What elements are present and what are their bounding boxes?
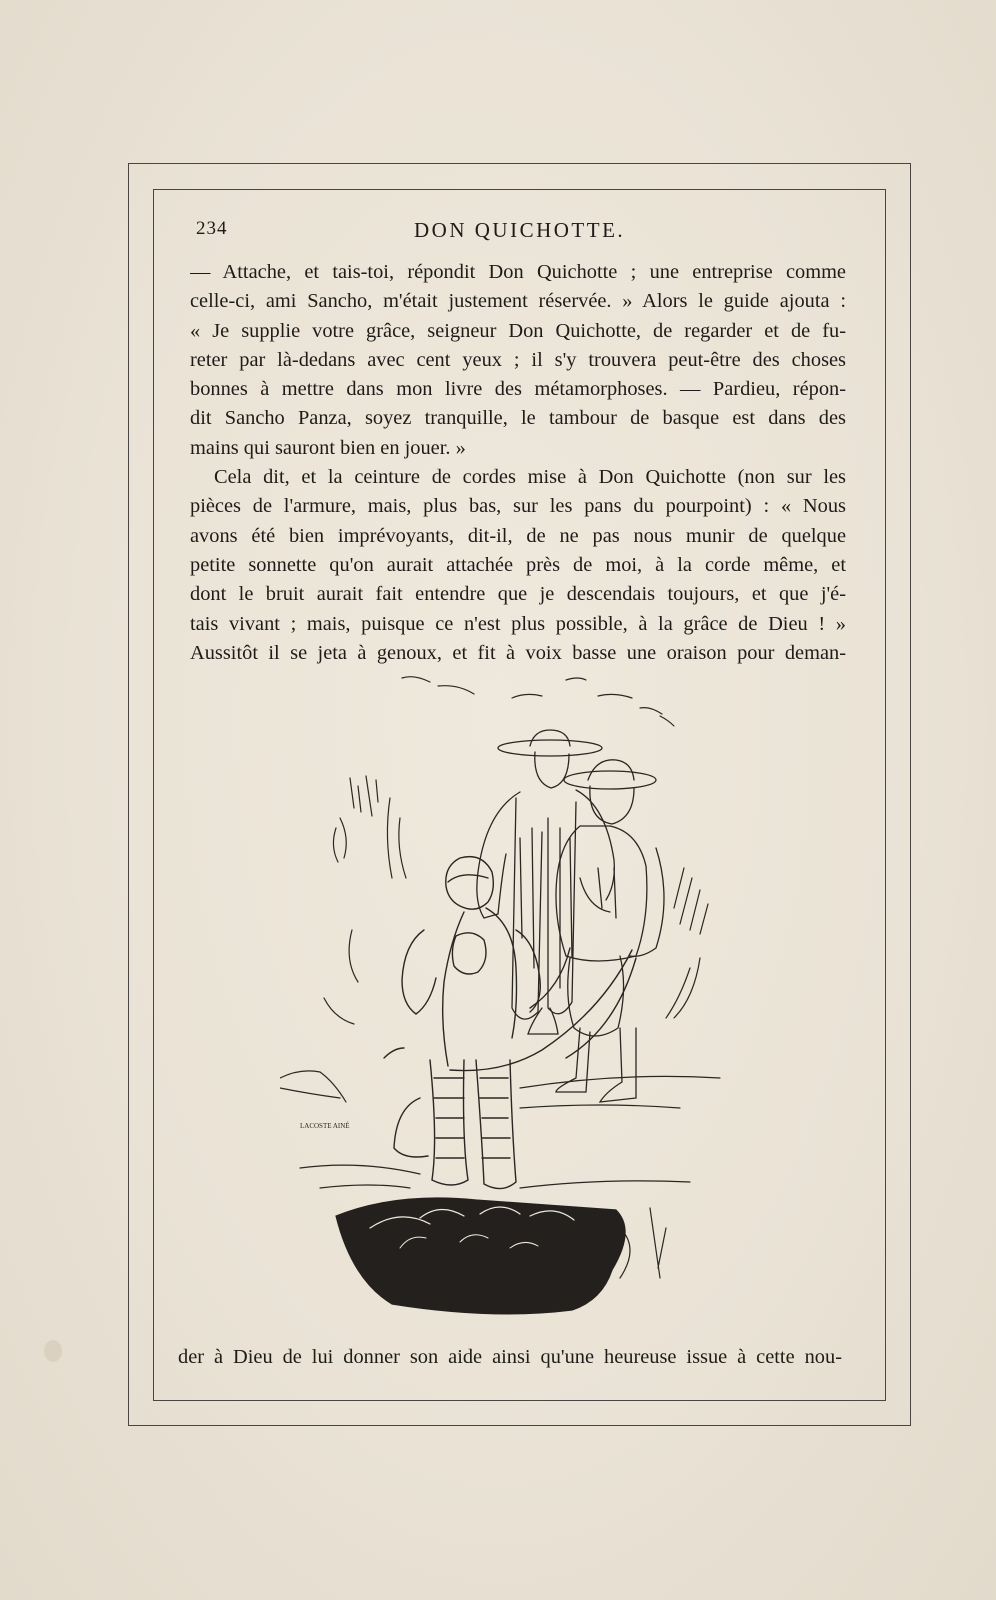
text-line: dit Sancho Panza, soyez tranquille, le tambour de basque est dans des <box>190 407 846 430</box>
text-line: petite sonnette qu'on aurait attachée près de moi, à la corde même, et <box>190 553 846 576</box>
text-line: Aussitôt il se jeta à genoux, et fit à voix basse une oraison pour deman- <box>190 641 846 664</box>
rope <box>450 948 636 1071</box>
text-line: bonnes à mettre dans mon livre des métamorphoses. — Pardieu, répon- <box>190 378 846 401</box>
text-line: celle-ci, ami Sancho, m'était justement réservée. » Alors le guide ajouta : <box>190 290 846 313</box>
don-quixote-figure <box>384 857 540 1189</box>
sky-strokes <box>402 677 674 726</box>
text-line: tais vivant ; mais, puisque ce n'est plus possible, à la grâce de Dieu ! » <box>190 612 846 635</box>
sancho-figure <box>556 760 664 1102</box>
engraving-illustration <box>280 668 760 1336</box>
text-line-continued: der à Dieu de lui donner son aide ainsi qu'une heureuse issue à cette nou- <box>178 1346 842 1368</box>
text-line: — Attache, et tais-toi, répondit Don Quichotte ; une entreprise comme <box>190 261 846 283</box>
page-header <box>196 218 844 246</box>
text-line: Cela dit, et la ceinture de cordes mise à Don Quichotte (non sur les <box>214 466 846 489</box>
page-number: 234 <box>196 218 228 239</box>
text-line: reter par là-dedans avec cent yeux ; il s'y trouvera peut-être des choses <box>190 348 846 371</box>
text-line: « Je supplie votre grâce, seigneur Don Quichotte, de regarder et de fu- <box>190 319 846 342</box>
guide-figure <box>477 730 614 1034</box>
text-line: dont le bruit aurait fait entendre que je descendais toujours, et que j'é- <box>190 583 846 606</box>
text-line: mains qui sauront bien en jouer. » <box>190 436 466 459</box>
text-line: avons été bien imprévoyants, dit-il, de ne pas nous munir de quelque <box>190 524 846 547</box>
paper-stain <box>44 1340 62 1362</box>
text-line: pièces de l'armure, mais, plus bas, sur les pans du pourpoint) : « Nous <box>190 495 846 518</box>
engraver-signature: LACOSTE AINÉ <box>300 1122 350 1130</box>
cave-opening <box>336 1198 625 1314</box>
running-title: DON QUICHOTTE. <box>414 218 626 242</box>
body-text <box>190 258 846 668</box>
